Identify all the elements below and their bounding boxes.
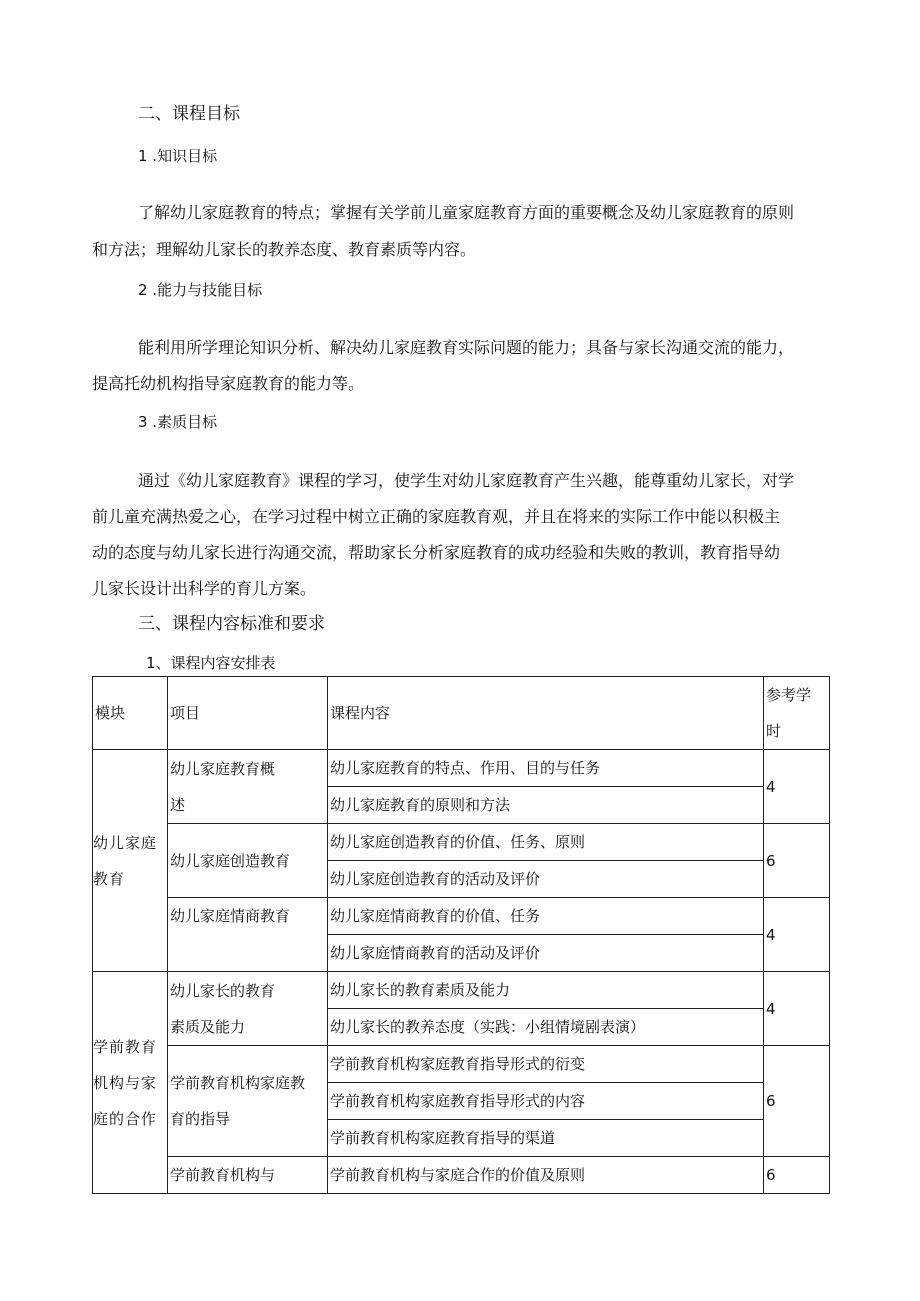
table-row: [93, 1157, 830, 1194]
content-cell: 幼儿家庭情商教育的活动及评价: [328, 935, 764, 972]
quality-goal-text-line-1: 通过《幼儿家庭教育》课程的学习，使学生对幼儿家庭教育产生兴趣，能尊重幼儿家长，对学: [138, 471, 795, 490]
module-cell: 幼儿家庭 教育: [93, 750, 168, 972]
content-cell: 幼儿家庭教育的特点、作用、目的与任务: [328, 750, 764, 787]
section-2-heading: 二、课程目标: [138, 104, 240, 124]
content-cell: 学前教育机构与家庭合作的价值及原则: [328, 1157, 764, 1194]
hours-cell: 4: [764, 898, 830, 972]
module-cell: 学前教育 机构与家 庭的合作: [93, 972, 168, 1194]
project-cell: 幼儿家庭情商教育: [168, 898, 328, 972]
table-row: [93, 750, 830, 787]
content-cell: 学前教育机构家庭教育指导的渠道: [328, 1120, 764, 1157]
knowledge-goal-text-line-2: 和方法；理解幼儿家长的教养态度、教育素质等内容。: [92, 240, 477, 259]
project-cell: 幼儿家长的教育 素质及能力: [168, 972, 328, 1046]
quality-goal-text-line-4: 儿家长设计出科学的育儿方案。: [92, 579, 317, 598]
quality-goal-text-line-3: 动的态度与幼儿家长进行沟通交流，帮助家长分析家庭教育的成功经验和失败的教训，教育指导幼: [92, 543, 781, 562]
content-cell: 幼儿家庭创造教育的活动及评价: [328, 861, 764, 898]
table-caption: 1、课程内容安排表: [146, 654, 276, 672]
table-row: [93, 898, 830, 935]
quality-goal-text-line-2: 前儿童充满热爱之心，在学习过程中树立正确的家庭教育观，并且在将来的实际工作中能以积极主: [92, 507, 781, 526]
table-row: [93, 824, 830, 861]
ability-goal-text-line-2: 提高托幼机构指导家庭教育的能力等。: [92, 374, 365, 393]
table-row: [93, 1046, 830, 1083]
project-cell: 学前教育机构与: [168, 1157, 328, 1194]
project-cell: 学前教育机构家庭教 育的指导: [168, 1046, 328, 1157]
header-module: 模块: [93, 677, 168, 750]
table-header-row: [93, 677, 830, 750]
course-content-table: [92, 676, 830, 1194]
content-cell: 幼儿家庭情商教育的价值、任务: [328, 898, 764, 935]
content-cell: 学前教育机构家庭教育指导形式的衍变: [328, 1046, 764, 1083]
header-hours: 参考学 时: [764, 677, 830, 750]
knowledge-goal-text-line-1: 了解幼儿家庭教育的特点；掌握有关学前儿童家庭教育方面的重要概念及幼儿家庭教育的原则: [138, 203, 795, 222]
section-3-heading: 三、课程内容标准和要求: [138, 614, 325, 634]
header-content: 课程内容: [328, 677, 764, 750]
hours-cell: 6: [764, 1157, 830, 1194]
content-cell: 幼儿家长的教养态度（实践：小组情境剧表演）: [328, 1009, 764, 1046]
content-cell: 学前教育机构家庭教育指导形式的内容: [328, 1083, 764, 1120]
hours-cell: 6: [764, 824, 830, 898]
table-row: [93, 972, 830, 1009]
project-cell: 幼儿家庭创造教育: [168, 824, 328, 898]
quality-goal-label: 3 .素质目标: [138, 413, 218, 431]
content-cell: 幼儿家庭创造教育的价值、任务、原则: [328, 824, 764, 861]
knowledge-goal-label: 1 .知识目标: [138, 147, 218, 165]
header-project: 项目: [168, 677, 328, 750]
project-cell: 幼儿家庭教育概 述: [168, 750, 328, 824]
hours-cell: 4: [764, 972, 830, 1046]
content-cell: 幼儿家长的教育素质及能力: [328, 972, 764, 1009]
ability-goal-label: 2 .能力与技能目标: [138, 281, 263, 299]
hours-cell: 6: [764, 1046, 830, 1157]
ability-goal-text-line-1: 能利用所学理论知识分析、解决幼儿家庭教育实际问题的能力；具备与家长沟通交流的能力，: [138, 338, 795, 357]
content-cell: 幼儿家庭教育的原则和方法: [328, 787, 764, 824]
hours-cell: 4: [764, 750, 830, 824]
